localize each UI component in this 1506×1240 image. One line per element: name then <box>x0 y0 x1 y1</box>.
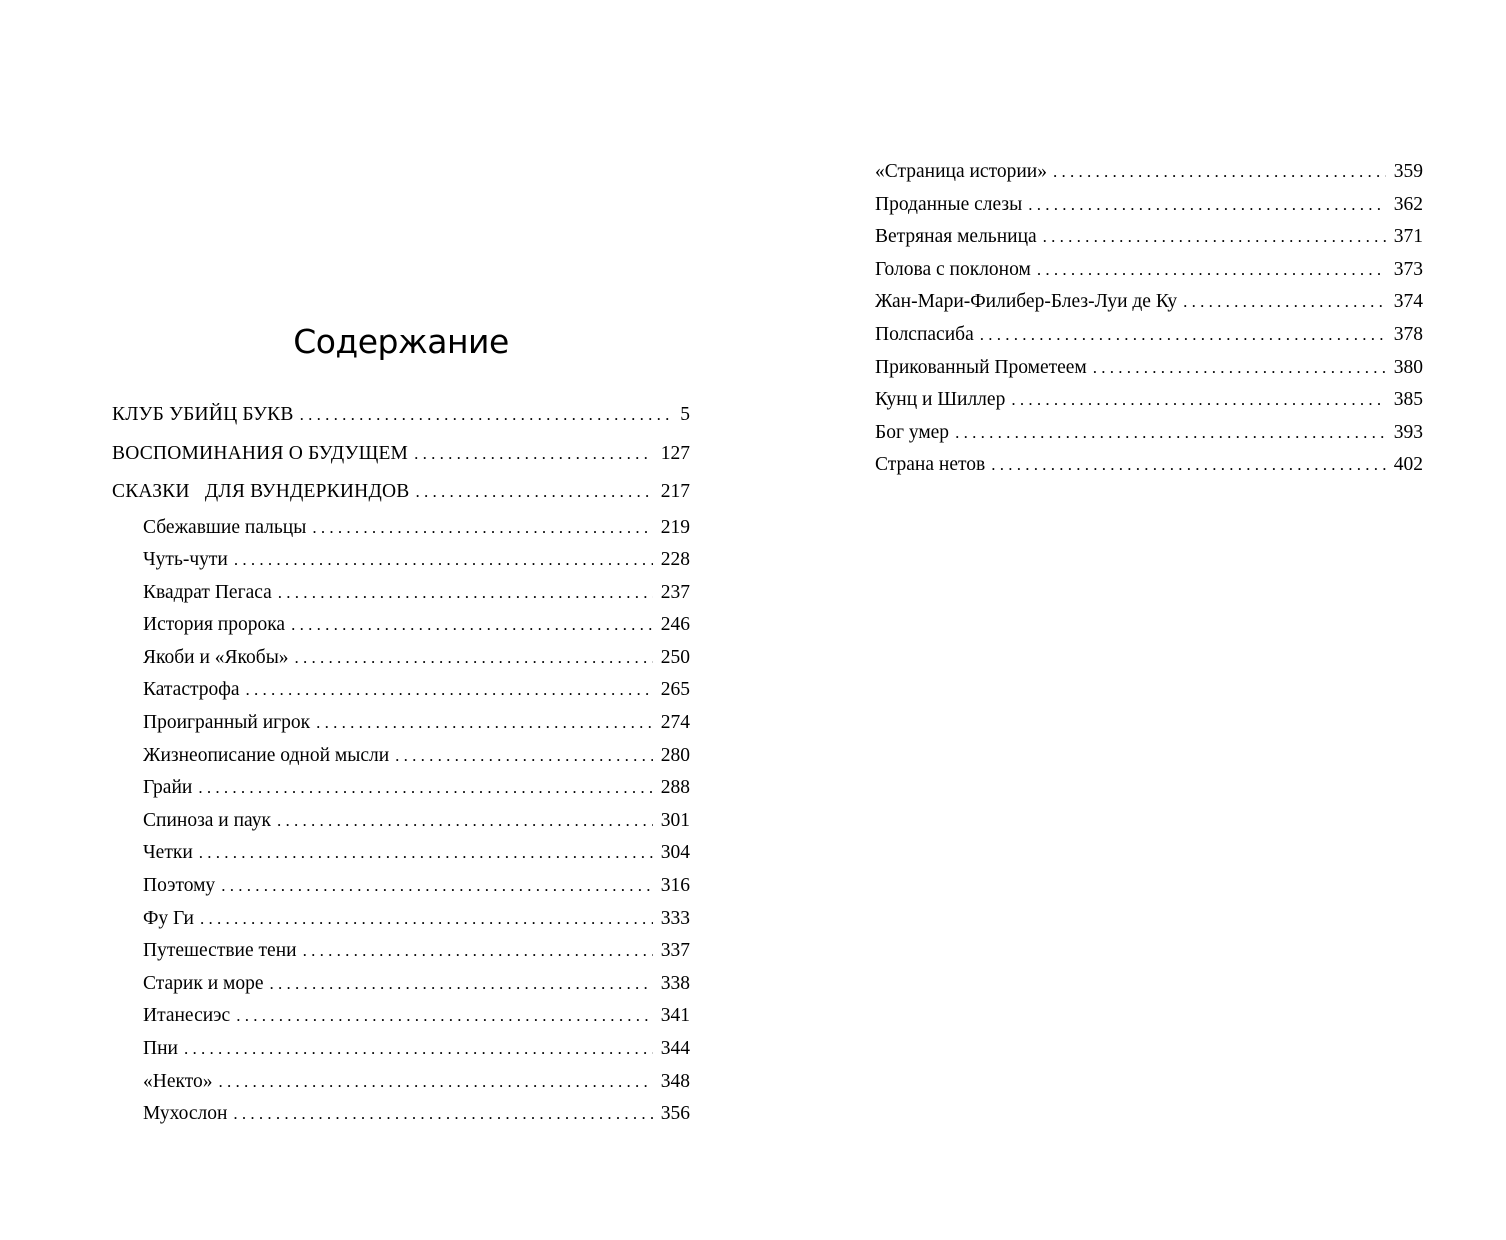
toc-entry-page: 304 <box>660 842 690 864</box>
toc-entry[interactable] <box>112 968 690 1001</box>
dot-leader <box>1011 384 1385 417</box>
dot-leader <box>198 772 652 805</box>
dot-leader <box>1028 189 1386 222</box>
toc-entry-title: Старик и море <box>143 972 264 994</box>
toc-entry[interactable] <box>112 609 690 642</box>
toc-entry-page: 378 <box>1393 323 1423 345</box>
toc-entry[interactable] <box>112 1000 690 1033</box>
dot-leader <box>278 577 653 610</box>
toc-entry-title: Четки <box>143 842 193 864</box>
toc-entry-title: Ветряная мельница <box>875 226 1037 248</box>
toc-entry-title: Чуть-чути <box>143 549 228 571</box>
toc-entry[interactable] <box>112 870 690 903</box>
toc-entry-page: 316 <box>660 875 690 897</box>
dot-leader <box>221 870 653 903</box>
toc-entry[interactable] <box>112 674 690 707</box>
toc-entry-page: 280 <box>660 744 690 766</box>
dot-leader <box>415 473 652 512</box>
dot-leader <box>955 417 1386 450</box>
toc-entry-page: 402 <box>1393 454 1423 476</box>
toc-entry[interactable] <box>875 156 1423 189</box>
toc-entry-page: 393 <box>1393 421 1423 443</box>
dot-leader <box>218 1066 652 1099</box>
dot-leader <box>312 512 652 545</box>
toc-entry[interactable] <box>875 189 1423 222</box>
toc-entry-title: Сбежавшие пальцы <box>143 516 307 538</box>
dot-leader <box>246 674 653 707</box>
dot-leader <box>277 805 653 838</box>
toc-entry-title: Проданные слезы <box>875 193 1023 215</box>
dot-leader <box>991 449 1386 482</box>
toc-entry-title: Грайи <box>143 777 193 799</box>
toc-entry-title: Якоби и «Якобы» <box>143 646 289 668</box>
toc-entry[interactable] <box>112 935 690 968</box>
toc-entry[interactable] <box>112 707 690 740</box>
toc-entry-page: 246 <box>660 614 690 636</box>
toc-entry-page: 356 <box>660 1103 690 1125</box>
dot-leader <box>200 903 653 936</box>
toc-entry-title: Жизнеописание одной мысли <box>143 744 390 766</box>
toc-entry-page: 362 <box>1393 193 1423 215</box>
toc-entry-title: Мухослон <box>143 1103 228 1125</box>
toc-entry-title: История пророка <box>143 614 286 636</box>
toc-entry-page: 374 <box>1393 291 1423 313</box>
toc-entry-title: Фу Ги <box>143 907 194 929</box>
toc-entry-page: 237 <box>660 581 690 603</box>
toc-entry-page: 380 <box>1393 356 1423 378</box>
toc-entry-page: 228 <box>660 549 690 571</box>
dot-leader <box>1183 286 1386 319</box>
toc-entry-page: 265 <box>660 679 690 701</box>
toc-entry-title: Бог умер <box>875 421 950 443</box>
dot-leader <box>233 1098 652 1131</box>
toc-entry-title: Страна нетов <box>875 454 986 476</box>
dot-leader <box>316 707 653 740</box>
toc-entry[interactable] <box>112 1066 690 1099</box>
toc-entry[interactable] <box>875 286 1423 319</box>
toc-entry[interactable] <box>875 221 1423 254</box>
toc-entry-title: «Страница истории» <box>875 161 1047 182</box>
toc-entry-title: Квадрат Пегаса <box>143 581 272 603</box>
toc-title: Содержание <box>293 322 509 361</box>
toc-entry[interactable] <box>112 544 690 577</box>
toc-entry[interactable] <box>112 642 690 675</box>
toc-entry-page: 127 <box>660 442 690 464</box>
dot-leader <box>199 837 653 870</box>
dot-leader <box>236 1000 653 1033</box>
dot-leader <box>980 319 1386 352</box>
toc-entry[interactable] <box>875 417 1423 450</box>
toc-entry-title: «Некто» <box>143 1070 213 1092</box>
toc-entry-page: 371 <box>1393 226 1423 248</box>
toc-entry-page: 274 <box>660 712 690 734</box>
toc-entry-page: 341 <box>660 1005 690 1027</box>
toc-entry-page: 250 <box>660 646 690 668</box>
dot-leader <box>300 396 670 435</box>
dot-leader <box>234 544 653 577</box>
toc-entry-page: 288 <box>660 777 690 799</box>
toc-entry-title: Спиноза и паук <box>143 809 271 831</box>
toc-entry[interactable] <box>112 805 690 838</box>
toc-entry-title: Поэтому <box>143 875 216 897</box>
toc-entry-title: Итанесиэс <box>143 1005 231 1027</box>
toc-entry-title: Катастрофа <box>143 679 240 701</box>
toc-entry[interactable] <box>112 903 690 936</box>
dot-leader <box>303 935 653 968</box>
toc-entry[interactable] <box>112 512 690 545</box>
toc-entry-title: Пни <box>143 1038 178 1059</box>
toc-entry[interactable] <box>875 352 1423 385</box>
toc-entry[interactable] <box>112 396 690 435</box>
right-page <box>753 0 1506 1240</box>
dot-leader <box>184 1033 653 1066</box>
toc-entry-title: Проигранный игрок <box>143 712 311 734</box>
dot-leader <box>1053 156 1386 189</box>
dot-leader <box>1037 254 1386 287</box>
toc-entry-title: СКАЗКИ ДЛЯ ВУНДЕРКИНДОВ <box>112 481 410 502</box>
toc-entry-page: 219 <box>660 516 690 538</box>
toc-entry-title: Жан-Мари-Филибер-Блез-Луи де Ку <box>875 291 1178 313</box>
toc-entry-page: 359 <box>1393 161 1423 182</box>
dot-leader <box>270 968 653 1001</box>
toc-entry-page: 338 <box>660 972 690 994</box>
toc-list-left <box>112 396 690 1131</box>
toc-entry[interactable] <box>112 772 690 805</box>
toc-entry-title: Прикованный Прометеем <box>875 356 1087 378</box>
toc-entry[interactable] <box>112 837 690 870</box>
toc-entry[interactable] <box>875 319 1423 352</box>
toc-entry[interactable] <box>875 449 1423 482</box>
toc-entry-page: 337 <box>660 940 690 962</box>
toc-entry-page: 385 <box>1393 389 1423 411</box>
toc-entry[interactable] <box>112 435 690 474</box>
toc-entry[interactable] <box>112 577 690 610</box>
toc-entry-title: Путешествие тени <box>143 940 297 962</box>
toc-entry-title: КЛУБ УБИЙЦ БУКВ <box>112 404 294 425</box>
dot-leader <box>291 609 653 642</box>
dot-leader <box>395 740 653 773</box>
toc-entry-page: 348 <box>660 1070 690 1092</box>
toc-entry[interactable] <box>112 473 690 512</box>
toc-entry-title: Кунц и Шиллер <box>875 389 1006 411</box>
toc-entry-page: 344 <box>660 1038 690 1059</box>
toc-entry[interactable] <box>112 1033 690 1066</box>
toc-entry[interactable] <box>112 1098 690 1131</box>
toc-entry-page: 373 <box>1393 258 1423 280</box>
dot-leader <box>1093 352 1386 385</box>
toc-entry-title: ВОСПОМИНАНИЯ О БУДУЩЕМ <box>112 442 409 464</box>
dot-leader <box>295 642 653 675</box>
toc-entry[interactable] <box>875 254 1423 287</box>
dot-leader <box>414 435 653 474</box>
toc-entry[interactable] <box>875 384 1423 417</box>
toc-entry-page: 5 <box>680 404 690 425</box>
toc-entry[interactable] <box>112 740 690 773</box>
toc-entry-title: Голова с поклоном <box>875 258 1031 280</box>
toc-entry-page: 333 <box>660 907 690 929</box>
toc-list-right <box>875 156 1423 482</box>
toc-entry-page: 217 <box>660 481 690 502</box>
toc-entry-page: 301 <box>660 809 690 831</box>
dot-leader <box>1043 221 1386 254</box>
toc-entry-title: Полспасиба <box>875 323 974 345</box>
